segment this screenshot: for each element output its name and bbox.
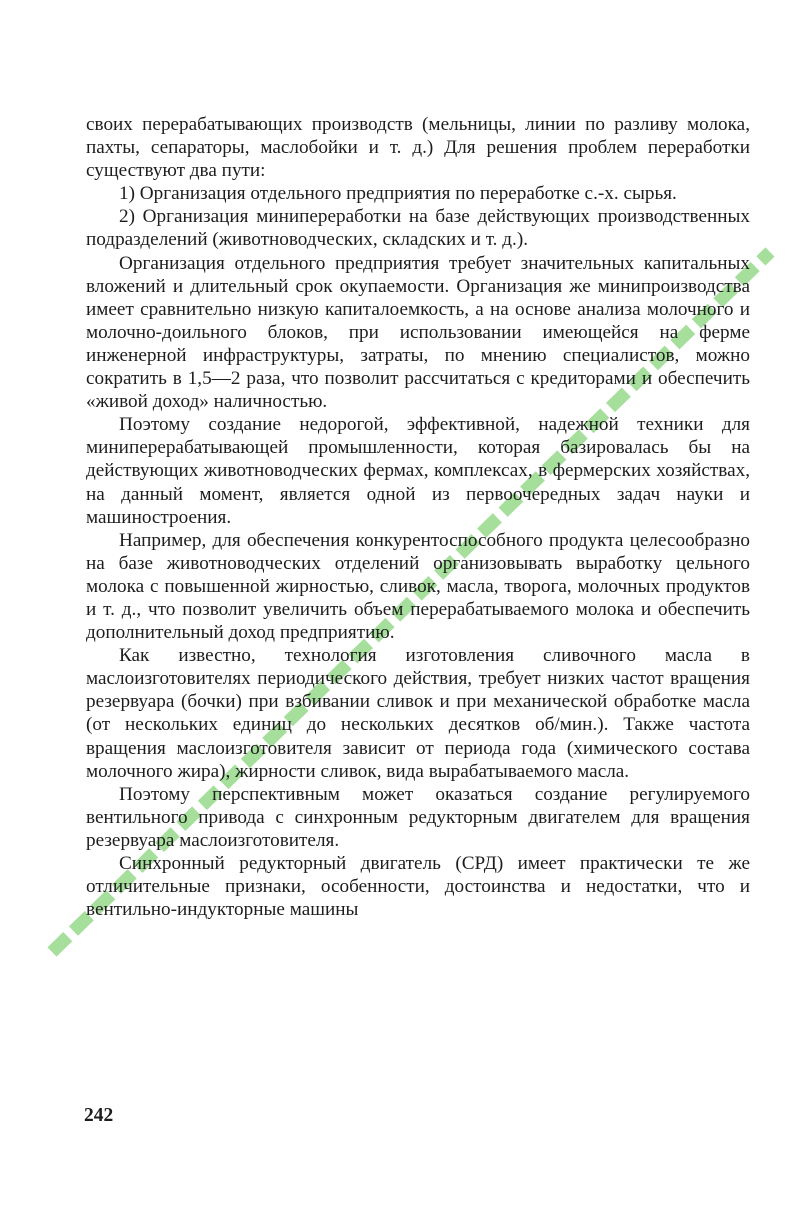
paragraph-9: Синхронный редукторный двигатель (СРД) имеет практически те же отличительные признаки, особенности, достоинства и недостатки, что и вентильно-индукторные машины xyxy=(86,853,750,921)
body-text xyxy=(86,113,750,921)
paragraph-3: 2) Организация минипереработки на базе действующих производственных подразделений (животноводческих, складских и т. д.). xyxy=(86,206,750,251)
paragraph-7: Как известно, технология изготовления сливочного масла в маслоизготовителях периодического действия, требует низких частот вращения резервуара (бочки) при взбивании сливок и при механической обработке масла (от нескольких единиц до нескольких десятков об/мин.). Также частота вращения маслоизготовителя зависит от периода года (химического состава молочного жира), жирности сливок, вида вырабатываемого масла. xyxy=(86,645,750,782)
paragraph-6: Например, для обеспечения конкурентоспособного продукта целесообразно на базе животноводческих отделений организовывать выработку цельного молока с повышенной жирностью, сливок, масла, творога, молочных продуктов и т. д., что позволит увеличить объем перерабатываемого молока и обеспечить дополнительный доход предприятию. xyxy=(86,529,750,644)
paragraph-4: Организация отдельного предприятия требует значительных капитальных вложений и длительный срок окупаемости. Организация же минипроизводства имеет сравнительно низкую капиталоемкость, а на основе анализа молочного и молочно-доильного блоков, при использовании имеющейся на ферме инженерной инфраструктуры, затраты, по мнению специалистов, можно сократить в 1,5—2 раза, что позволит рассчитаться с кредиторами и обеспечить «живой доход» наличностью. xyxy=(86,252,750,413)
page-number: 242 xyxy=(84,1105,114,1126)
paragraph-1: своих перерабатывающих производств (мельницы, линии по разливу молока, пахты, сепараторы, маслобойки и т. д.) Для решения проблем переработки существуют два пути: xyxy=(86,114,750,182)
paragraph-5: Поэтому создание недорогой, эффективной, надежной техники для миниперерабатывающей промышленности, которая базировалась бы на действующих животноводческих фермах, комплексах, в фермерских хозяйствах, на данный момент, является одной из первоочередных задач науки и машиностроения. xyxy=(86,414,750,528)
paragraph-2: 1) Организация отдельного предприятия по переработке с.-х. сырья. xyxy=(119,183,677,205)
paragraph-8: Поэтому перспективным может оказаться создание регулируемого вентильного привода с синхронным редукторным двигателем для вращения резервуара маслоизготовителя. xyxy=(86,783,750,851)
